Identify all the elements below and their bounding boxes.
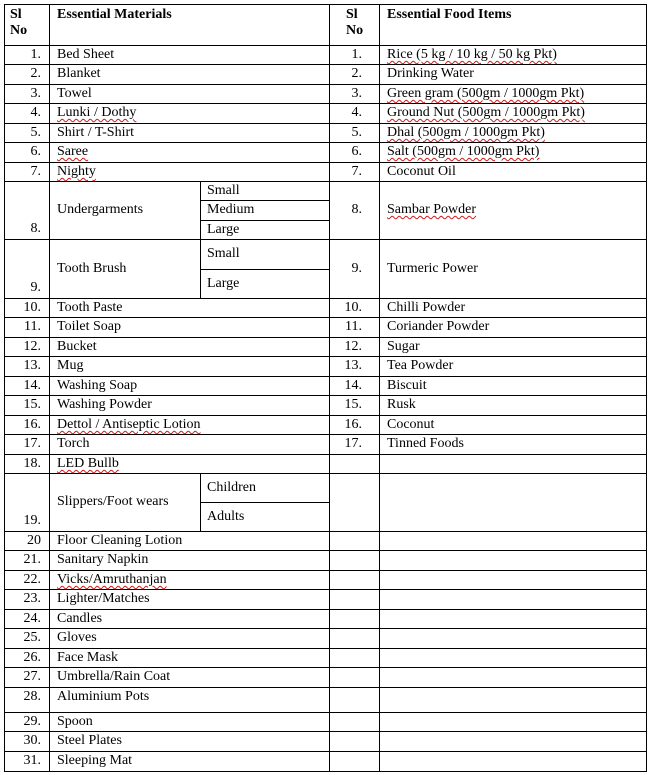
- left-sl-header-line2: No: [10, 23, 28, 38]
- grid-line: [329, 84, 647, 85]
- right-sl-header-line1: Sl: [346, 7, 358, 22]
- left-row-item: Steel Plates: [57, 733, 122, 748]
- left-row-number: 23.: [23, 591, 41, 606]
- grid-line: [200, 200, 330, 201]
- size-option: Small: [207, 183, 240, 198]
- grid-line: [379, 4, 380, 772]
- right-row-number: 15.: [344, 397, 362, 412]
- right-row-item: Rice (5 kg / 10 kg / 50 kg Pkt): [387, 47, 557, 62]
- grid-line: [329, 667, 647, 668]
- left-row-item: Slippers/Foot wears: [57, 494, 169, 509]
- left-row-number: 27.: [23, 669, 41, 684]
- grid-line: [4, 609, 330, 610]
- left-row-number: 1.: [30, 47, 41, 62]
- left-row-number: 2.: [30, 66, 41, 81]
- right-row-number: 8.: [351, 202, 362, 217]
- grid-line: [329, 298, 647, 299]
- right-row-item: Ground Nut (500gm / 1000gm Pkt): [387, 105, 585, 120]
- grid-line: [4, 84, 330, 85]
- right-row-item: Sugar: [387, 339, 420, 354]
- left-row-item: Toilet Soap: [57, 319, 121, 334]
- left-row-item: Torch: [57, 436, 90, 451]
- grid-line: [4, 123, 330, 124]
- left-row-number: 19.: [23, 513, 41, 528]
- left-row-item: Nighty: [57, 164, 96, 179]
- right-row-item: Biscuit: [387, 378, 427, 393]
- left-row-number: 6.: [30, 144, 41, 159]
- right-row-item: Coconut Oil: [387, 164, 456, 179]
- left-row-number: 17.: [23, 436, 41, 451]
- grid-line: [329, 589, 647, 590]
- left-title-header: Essential Materials: [57, 7, 172, 22]
- left-row-item: Candles: [57, 611, 103, 626]
- left-row-item: Gloves: [57, 630, 97, 645]
- left-row-number: 30.: [23, 733, 41, 748]
- grid-line: [4, 648, 330, 649]
- right-row-item: Turmeric Power: [387, 261, 478, 276]
- left-row-item: Saree: [57, 144, 89, 159]
- grid-line: [329, 531, 647, 532]
- grid-line: [329, 142, 647, 143]
- right-row-number: 5.: [351, 125, 362, 140]
- grid-line: [200, 502, 330, 503]
- right-row-item: Green gram (500gm / 1000gm Pkt): [387, 86, 585, 101]
- right-row-number: 6.: [351, 144, 362, 159]
- grid-line: [4, 628, 330, 629]
- grid-line: [329, 162, 647, 163]
- right-sl-header: [334, 8, 378, 38]
- grid-line: [4, 356, 330, 357]
- right-row-number: 16.: [344, 417, 362, 432]
- left-row-item: Tooth Paste: [57, 300, 123, 315]
- right-row-item: Dhal (500gm / 1000gm Pkt): [387, 125, 545, 140]
- grid-line: [329, 356, 647, 357]
- grid-line: [329, 648, 647, 649]
- grid-line: [4, 473, 330, 474]
- right-row-number: 10.: [344, 300, 362, 315]
- grid-line: [200, 269, 330, 270]
- table-border-right: [646, 4, 647, 772]
- right-row-item: Coriander Powder: [387, 319, 490, 334]
- grid-line: [4, 687, 330, 688]
- left-row-number: 26.: [23, 650, 41, 665]
- grid-line: [329, 317, 647, 318]
- left-row-item: Dettol / Antiseptic Lotion: [57, 417, 201, 432]
- grid-line: [4, 239, 330, 240]
- right-row-number: 17.: [344, 436, 362, 451]
- left-row-item: Face Mask: [57, 650, 119, 665]
- grid-line: [4, 103, 330, 104]
- left-row-number: 16.: [23, 417, 41, 432]
- grid-line: [329, 550, 647, 551]
- grid-line: [329, 45, 647, 46]
- right-row-item: Drinking Water: [387, 66, 474, 81]
- left-row-item: Blanket: [57, 66, 101, 81]
- left-row-number: 24.: [23, 611, 41, 626]
- grid-line: [329, 376, 647, 377]
- left-row-item: LED Bullb: [57, 456, 119, 471]
- grid-line: [4, 395, 330, 396]
- size-option: Large: [207, 222, 240, 237]
- left-row-item: Umbrella/Rain Coat: [57, 669, 171, 684]
- left-row-item: Vicks/Amruthanjan: [57, 572, 167, 587]
- left-row-item: Sanitary Napkin: [57, 552, 149, 567]
- left-row-item: Towel: [57, 86, 92, 101]
- grid-line: [4, 712, 330, 713]
- grid-line: [329, 434, 647, 435]
- left-sl-header: [4, 8, 38, 38]
- grid-line: [4, 434, 330, 435]
- left-row-item: Tooth Brush: [57, 261, 127, 276]
- grid-line: [329, 454, 647, 455]
- size-option: Adults: [207, 509, 245, 524]
- grid-line: [4, 317, 330, 318]
- right-row-number: 7.: [351, 164, 362, 179]
- right-row-number: 12.: [344, 339, 362, 354]
- grid-line: [4, 142, 330, 143]
- grid-line: [329, 609, 647, 610]
- grid-line: [329, 687, 647, 688]
- right-row-number: 9.: [351, 261, 362, 276]
- left-row-number: 11.: [24, 319, 41, 334]
- grid-line: [329, 337, 647, 338]
- left-row-item: Floor Cleaning Lotion: [57, 533, 183, 548]
- left-row-number: 18.: [23, 456, 41, 471]
- grid-line: [4, 162, 330, 163]
- right-row-number: 2.: [351, 66, 362, 81]
- right-row-item: Chilli Powder: [387, 300, 466, 315]
- grid-line: [4, 45, 330, 46]
- grid-line: [329, 103, 647, 104]
- grid-line: [329, 64, 647, 65]
- right-row-item: Tea Powder: [387, 358, 454, 373]
- left-row-item: Bucket: [57, 339, 97, 354]
- left-row-item: Spoon: [57, 714, 93, 729]
- grid-line: [329, 181, 647, 182]
- grid-line: [4, 570, 330, 571]
- grid-line: [329, 771, 647, 772]
- left-row-number: 13.: [23, 358, 41, 373]
- grid-line: [4, 337, 330, 338]
- grid-line: [329, 123, 647, 124]
- left-row-item: Sleeping Mat: [57, 753, 133, 768]
- left-row-item: Washing Soap: [57, 378, 138, 393]
- left-row-number: 21.: [23, 552, 41, 567]
- grid-line: [4, 181, 330, 182]
- grid-line: [329, 570, 647, 571]
- right-row-item: Coconut: [387, 417, 435, 432]
- left-row-item: Bed Sheet: [57, 47, 115, 62]
- grid-line: [200, 220, 330, 221]
- grid-line: [329, 628, 647, 629]
- grid-line: [4, 376, 330, 377]
- right-row-number: 1.: [351, 47, 362, 62]
- left-row-number: 7.: [30, 164, 41, 179]
- grid-line: [329, 731, 647, 732]
- grid-line: [4, 550, 330, 551]
- right-title-header: Essential Food Items: [387, 7, 512, 22]
- left-row-number: 3.: [30, 86, 41, 101]
- grid-line: [4, 298, 330, 299]
- left-row-item: Undergarments: [57, 202, 144, 217]
- size-option: Large: [207, 276, 240, 291]
- grid-line: [4, 751, 330, 752]
- left-row-number: 8.: [30, 221, 41, 236]
- grid-line: [4, 454, 330, 455]
- left-row-item: Aluminium Pots: [57, 689, 150, 704]
- right-row-item: Tinned Foods: [387, 436, 464, 451]
- grid-line: [4, 415, 330, 416]
- grid-line: [329, 712, 647, 713]
- right-row-item: Sambar Powder: [387, 202, 477, 217]
- grid-line: [329, 239, 647, 240]
- grid-line: [49, 4, 50, 772]
- left-row-item: Washing Powder: [57, 397, 152, 412]
- left-row-number: 29.: [23, 714, 41, 729]
- size-option: Small: [207, 246, 240, 261]
- grid-line: [329, 415, 647, 416]
- left-row-number: 22.: [23, 572, 41, 587]
- left-row-item: Lunki / Dothy: [57, 105, 137, 120]
- grid-line: [329, 395, 647, 396]
- right-row-number: 11.: [345, 319, 362, 334]
- grid-line: [4, 64, 330, 65]
- left-row-number: 25.: [23, 630, 41, 645]
- grid-line: [4, 667, 330, 668]
- right-row-number: 3.: [351, 86, 362, 101]
- grid-line: [329, 751, 647, 752]
- grid-line: [4, 589, 330, 590]
- left-sl-header-line1: Sl: [10, 7, 22, 22]
- right-row-item: Rusk: [387, 397, 416, 412]
- left-row-number: 28.: [23, 689, 41, 704]
- grid-line: [4, 731, 330, 732]
- right-row-item: Salt (500gm / 1000gm Pkt): [387, 144, 540, 159]
- grid-line: [329, 4, 647, 5]
- left-row-number: 31.: [23, 753, 41, 768]
- left-row-number: 12.: [23, 339, 41, 354]
- left-row-item: Mug: [57, 358, 84, 373]
- grid-line: [4, 771, 330, 772]
- left-row-number: 20: [27, 533, 41, 548]
- grid-line: [4, 531, 330, 532]
- left-row-number: 9.: [30, 280, 41, 295]
- left-row-number: 10.: [23, 300, 41, 315]
- right-sl-header-line2: No: [346, 23, 364, 38]
- grid-line: [329, 473, 647, 474]
- right-row-number: 14.: [344, 378, 362, 393]
- right-row-number: 13.: [344, 358, 362, 373]
- left-row-item: Lighter/Matches: [57, 591, 150, 606]
- size-option: Medium: [207, 202, 255, 217]
- grid-line: [4, 4, 330, 5]
- left-row-number: 5.: [30, 125, 41, 140]
- left-row-item: Shirt / T-Shirt: [57, 125, 135, 140]
- left-row-number: 15.: [23, 397, 41, 412]
- grid-line: [200, 181, 201, 240]
- size-option: Children: [207, 480, 256, 495]
- left-row-number: 4.: [30, 105, 41, 120]
- right-row-number: 4.: [351, 105, 362, 120]
- left-row-number: 14.: [23, 378, 41, 393]
